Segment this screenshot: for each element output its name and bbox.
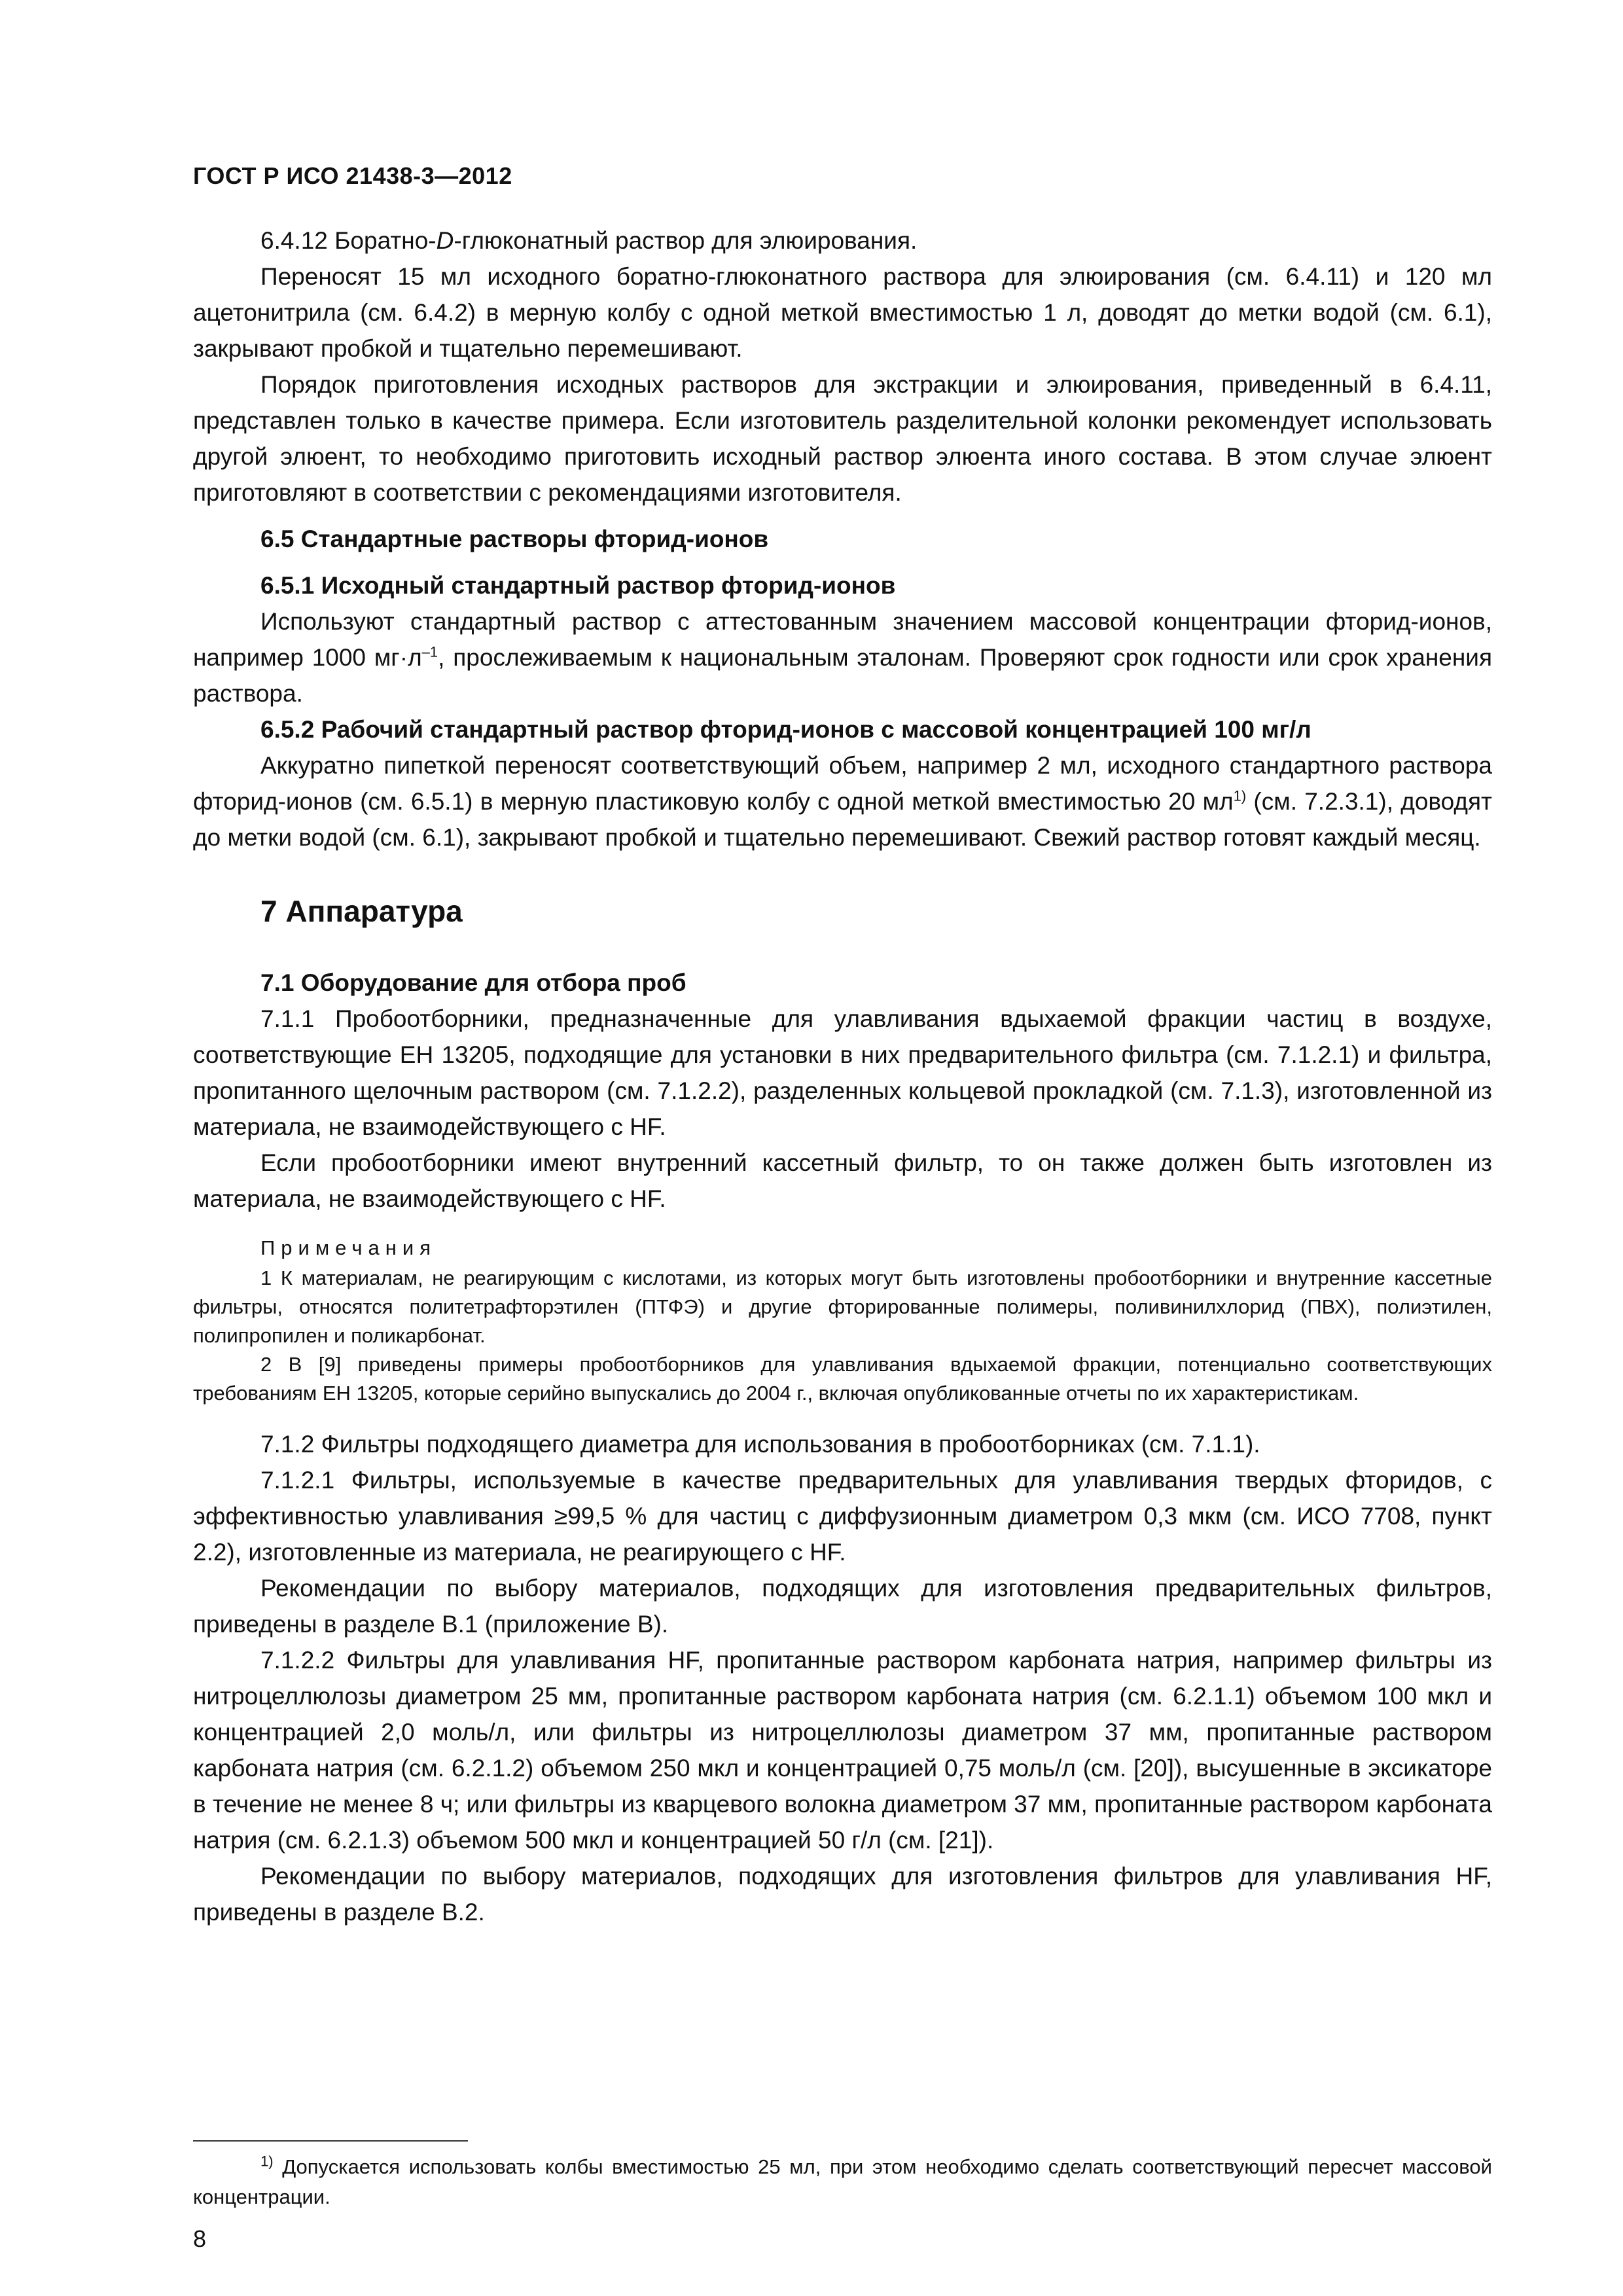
page-content [193, 223, 1492, 1930]
footnote [193, 2152, 1492, 2212]
heading-6-5: 6.5 Стандартные растворы фторид-ионов [260, 526, 769, 552]
heading-7-1: 7.1 Оборудование для отбора проб [260, 969, 687, 996]
paragraph-7-1-2-2: 7.1.2.2 Фильтры для улавливания HF, пропитанные раствором карбоната натрия, например фильтры из нитроцеллюлозы диаметром 25 мм, пропитанные раствором карбоната натрия (см. 6.2.1.1) объемом 100 мкл и концентрацией 2,0 моль/л, или фильтры из нитроцеллюлозы диаметром 37 мм, пропитанные раствором карбоната натрия (см. 6.2.1.2) объемом 250 мкл и концентрацией 0,75 моль/л (см. [20]), высушенные в эксикаторе в течение не менее 8 ч; или фильтры из кварцевого волокна диаметром 37 мм, пропитанные раствором карбоната натрия (см. 6.2.1.3) объемом 500 мкл и концентрацией 50 г/л (см. [21]). [193, 1647, 1492, 1854]
note-1: 1 К материалам, не реагирующим с кислотами, из которых могут быть изготовлены пробоотборники и внутренние кассетные фильтры, относятся политетрафторэтилен (ПТФЭ) и другие фторированные полимеры, поливинилхлорид (ПВХ), полиэтилен, полипропилен и поликарбонат. [193, 1266, 1492, 1347]
paragraph-7-1-1: 7.1.1 Пробоотборники, предназначенные для улавливания вдыхаемой фракции частиц в воздухе, соответствующие ЕН 13205, подходящие для установки в них предварительного фильтра (см. 7.1.2.1) и фильтра, пропитанного щелочным раствором (см. 7.1.2.2), разделенных кольцевой прокладкой (см. 7.1.3), изготовленной из материала, не взаимодействующего с HF. [193, 1005, 1492, 1140]
document-header: ГОСТ Р ИСО 21438-3—2012 [193, 162, 512, 189]
paragraph-order: Порядок приготовления исходных растворов для экстракции и элюирования, приведенный в 6.4.11, представлен только в качестве примера. Если изготовитель разделительной колонки рекомендует использовать другой элюент, то необходимо приготовить исходный раствор элюента иного состава. В этом случае элюент приготовляют в соответствии с рекомендациями изготовителя. [193, 371, 1492, 506]
paragraph-7-1-2-1: 7.1.2.1 Фильтры, используемые в качестве предварительных для улавливания твердых фторидов, с эффективностью улавливания ≥99,5 % для частиц с диффузионным диаметром 0,3 мкм (см. ИСО 7708, пункт 2.2), изготовленные из материала, не реагирующего с HF. [193, 1467, 1492, 1566]
paragraph-6-4-12: 6.4.12 Боратно-D-глюконатный раствор для элюирования. [260, 227, 918, 254]
footnote-divider [193, 2140, 468, 2142]
note-2: 2 В [9] приведены примеры пробоотборников для улавливания вдыхаемой фракции, потенциально соответствующих требованиям ЕН 13205, которые серийно выпускались до 2004 г., включая опубликованные отчеты по их характеристикам. [193, 1353, 1492, 1405]
paragraph-7-1-2: 7.1.2 Фильтры подходящего диаметра для использования в пробоотборниках (см. 7.1.1). [260, 1431, 1260, 1458]
heading-6-5-2: 6.5.2 Рабочий стандартный раствор фторид-ионов с массовой концентрацией 100 мг/л [260, 716, 1311, 743]
notes-title: Примечания [260, 1236, 437, 1259]
paragraph-cassette: Если пробоотборники имеют внутренний кассетный фильтр, то он также должен быть изготовлен из материала, не взаимодействующего с HF. [193, 1149, 1492, 1212]
footnote-text: Допускается использовать колбы вместимостью 25 мл, при этом необходимо сделать соответствующий пересчет массовой концентрации. [193, 2155, 1492, 2208]
paragraph-transfer: Переносят 15 мл исходного боратно-глюконатного раствора для элюирования (см. 6.4.11) и 120 мл ацетонитрила (см. 6.4.2) в мерную колбу с одной меткой вместимостью 1 л, доводят до метки водой (см. 6.1), закрывают пробкой и тщательно перемешивают. [193, 263, 1492, 362]
footnote-marker: 1) [260, 2153, 274, 2170]
notes-block [193, 1234, 1492, 1408]
paragraph-6-5-2: Аккуратно пипеткой переносят соответствующий объем, например 2 мл, исходного стандартного раствора фторид-ионов (см. 6.5.1) в мерную пластиковую колбу с одной меткой вместимостью 20 $мл^{1)}$ (см. 7.2.3.1), доводят до метки водой (см. 6.1), закрывают пробкой и тщательно перемешивают. Свежий раствор готовят каждый месяц. [193, 752, 1492, 851]
heading-6-5-1: 6.5.1 Исходный стандартный раствор фторид-ионов [260, 572, 896, 599]
paragraph-recommendation-b1: Рекомендации по выбору материалов, подходящих для изготовления предварительных фильтров, приведены в разделе В.1 (приложение В). [193, 1575, 1492, 1638]
paragraph-recommendation-b2: Рекомендации по выбору материалов, подходящих для изготовления фильтров для улавливания HF, приведены в разделе В.2. [193, 1863, 1492, 1926]
page-number: 8 [193, 2225, 207, 2252]
heading-section-7: 7 Аппаратура [260, 894, 463, 928]
paragraph-6-5-1: Используют стандартный раствор с аттестованным значением массовой концентрации фторид-ионов, например 1000 $мг\cdot л^{-1}$, прослеживаемым к национальным эталонам. Проверяют срок годности или срок хранения раствора. [193, 608, 1492, 707]
